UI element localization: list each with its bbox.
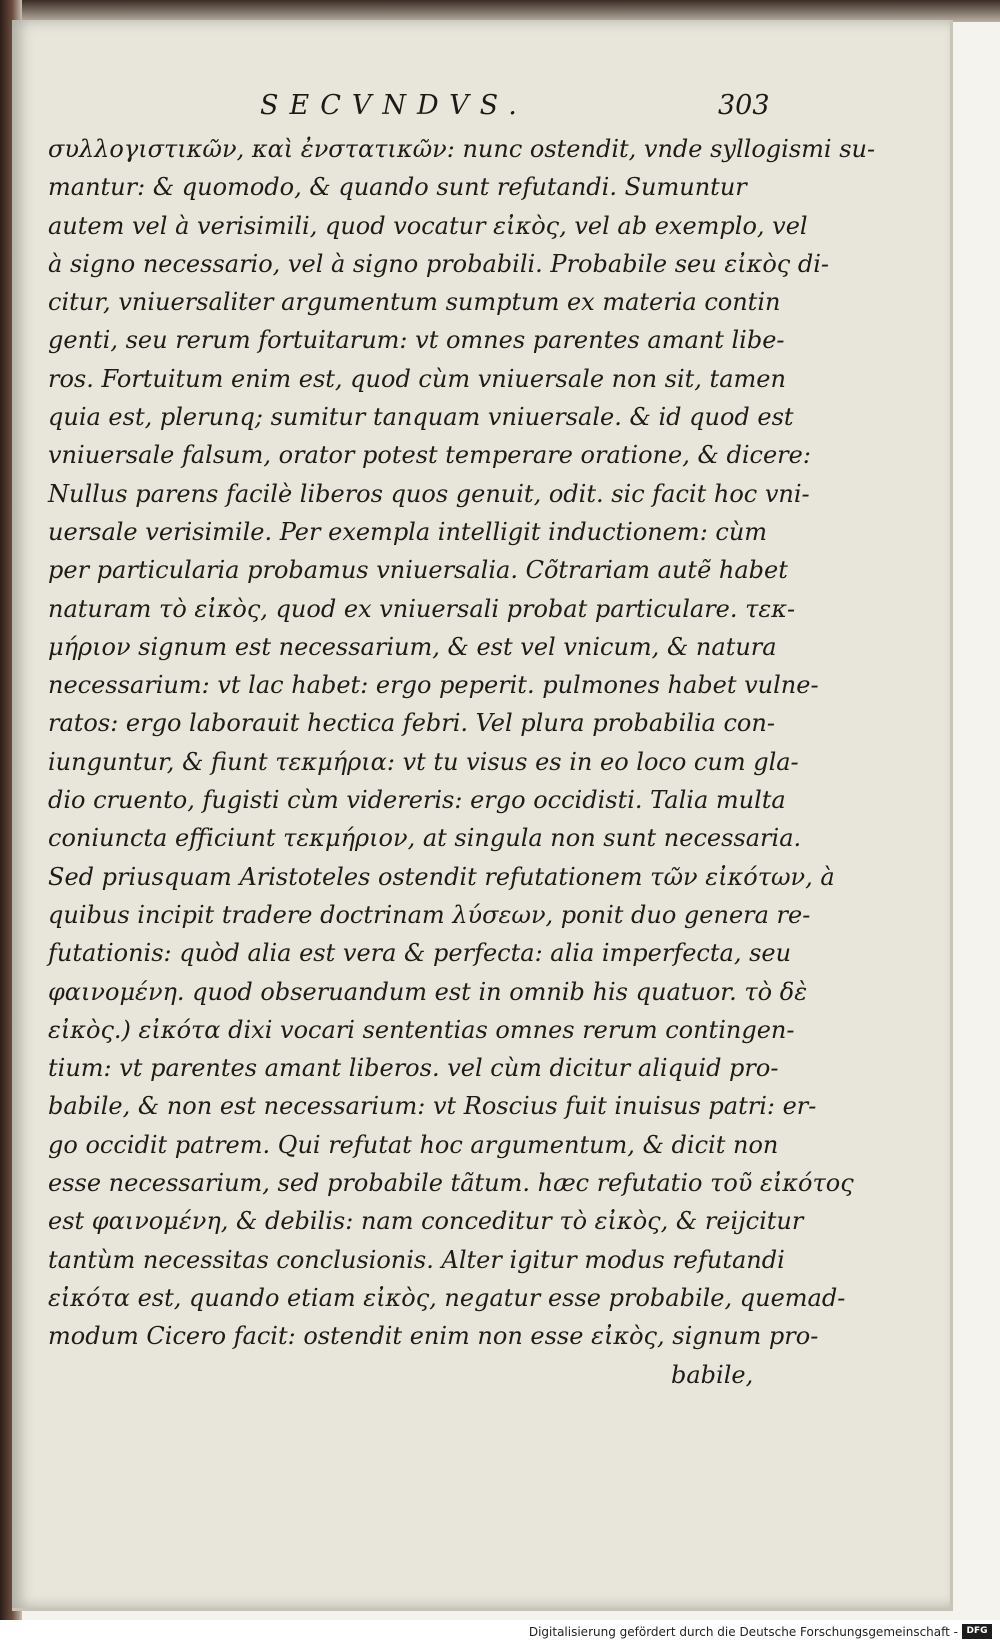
text-line: go occidit patrem. Qui refutat hoc argumentum, & dicit non [48,1130,779,1159]
text-line: mantur: & quomodo, & quando sunt refutandi. Sumuntur [48,173,747,202]
text-line: εἰκὸς.) εἰκότα dixi vocari sententias omnes rerum contingen- [48,1015,795,1044]
text-line: est φαινομένη, & debilis: nam conceditur τὸ εἰκὸς, & reijcitur [48,1207,804,1236]
text-line: babile, & non est necessarium: vt Roscius fuit inuisus patri: er- [48,1092,817,1121]
text-line: naturam τὸ εἰκὸς, quod ex vniuersali probat particulare. τεκ- [48,594,796,623]
text-line: quibus incipit tradere doctrinam λύσεων, ponit duo genera re- [48,900,811,929]
text-line: ros. Fortuitum enim est, quod cùm vniuersale non sit, tamen [48,364,786,393]
text-line: futationis: quòd alia est vera & perfecta: alia imperfecta, seu [48,939,792,968]
text-line: φαινομένη. quod obseruandum est in omnib his quatuor. τὸ δὲ [48,977,808,1006]
text-line: tantùm necessitas conclusionis. Alter igitur modus refutandi [48,1245,785,1274]
text-line: esse necessarium, sed probabile tãtum. hæc refutatio τοῦ εἰκότος [48,1169,854,1198]
body-text [48,130,876,1394]
text-line: μήριον signum est necessarium, & est vel vnicum, & natura [48,632,777,661]
text-line: citur, vniuersaliter argumentum sumptum ex materia contin [48,288,781,317]
text-line: genti, seu rerum fortuitarum: vt omnes parentes amant libe- [48,326,785,355]
dfg-logo: DFG [962,1624,992,1639]
catchword: babile, [671,1360,754,1389]
text-line: modum Cicero facit: ostendit enim non esse εἰκὸς, signum pro- [48,1322,819,1351]
text-line: vniuersale falsum, orator potest temperare oratione, & dicere: [48,441,811,470]
text-line: uersale verisimile. Per exempla intelligit inductionem: cùm [48,517,768,546]
text-line: συλλογιστικῶν, καὶ ἐνστατικῶν: nunc ostendit, vnde syllogismi su- [48,135,876,163]
book-top-edge [22,0,1000,22]
text-line: tium: vt parentes amant liberos. vel cùm dicitur aliquid pro- [48,1054,779,1083]
page-number: 303 [718,90,770,121]
text-line: quia est, plerunq; sumitur tanquam vniuersale. & id quod est [48,403,794,432]
text-line: Sed priusquam Aristoteles ostendit refutationem τῶν εἰκότων, à [48,862,835,891]
page-header [0,90,1000,130]
text-line: per particularia probamus vniuersalia. Cõtrariam autẽ habet [48,556,788,585]
text-line: à signo necessario, vel à signo probabili. Probabile seu εἰκὸς di- [48,249,830,278]
text-line: iunguntur, & fiunt τεκμήρια: vt tu visus es in eo loco cum gla- [48,747,799,776]
text-line: necessarium: vt lac habet: ergo peperit. pulmones habet vulne- [48,671,819,700]
funding-credit: Digitalisierung gefördert durch die Deutsche Forschungsgemeinschaft - [528,1625,958,1639]
footer-bar [0,1620,1000,1645]
text-line: autem vel à verisimili, quod vocatur εἰκὸς, vel ab exemplo, vel [48,211,808,240]
text-line: dio cruento, fugisti cùm videreris: ergo occidisti. Talia multa [48,786,786,815]
text-line: Nullus parens facilè liberos quos genuit, odit. sic facit hoc vni- [48,479,810,508]
text-line: ratos: ergo laborauit hectica febri. Vel plura probabilia con- [48,709,775,738]
text-line: coniuncta efficiunt τεκμήριον, at singula non sunt necessaria. [48,824,802,853]
running-head: SECVNDVS. [260,90,528,121]
text-line: εἰκότα est, quando etiam εἰκὸς, negatur esse probabile, quemad- [48,1283,846,1312]
